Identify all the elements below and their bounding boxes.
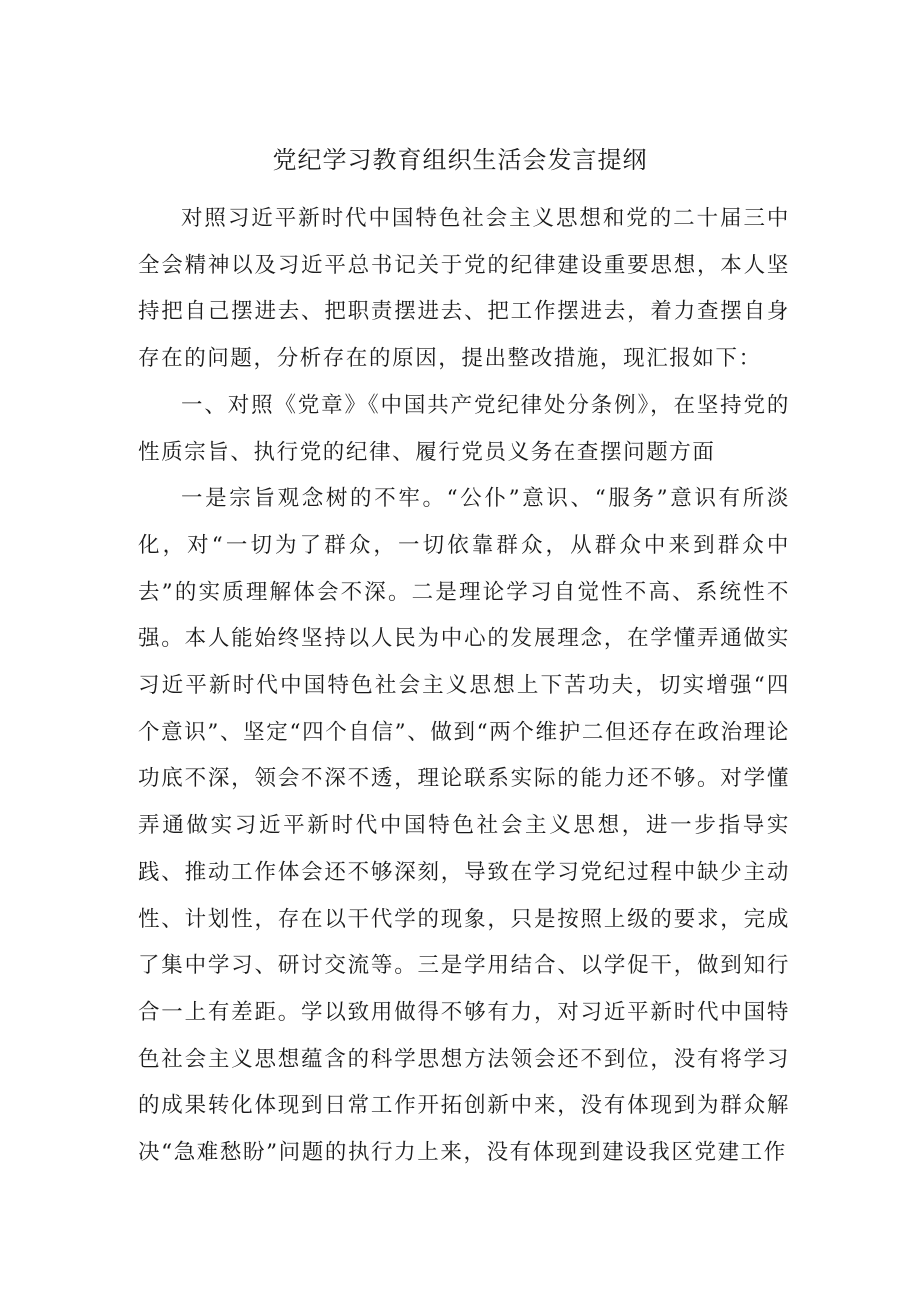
document-title: 党纪学习教育组织生活会发言提纲 [272, 146, 648, 174]
intro-paragraph: 对照习近平新时代中国特色社会主义思想和党的二十届三中全会精神以及习近平总书记关于党的纪律建设重要思想，本人坚持把自己摆进去、把职责摆进去、把工作摆进去，着力查摆自身存在的问题，分析存在的原因，提出整改措施，现汇报如下： [138, 206, 790, 372]
document-body [138, 196, 790, 1177]
section-heading-paragraph: 一、对照《党章》《中国共产党纪律处分条例》，在坚持党的性质宗旨、执行党的纪律、履行党员义务在查摆问题方面 [138, 392, 790, 465]
problem-list-paragraph: 一是宗旨观念树的不牢。“公仆”意识、“服务”意识有所淡化，对“一切为了群众，一切依靠群众，从群众中来到群众中去”的实质理解体会不深。二是理论学习自觉性不高、系统性不强。本人能始终坚持以人民为中心的发展理念，在学懂弄通做实习近平新时代中国特色社会主义思想上下苦功夫，切实增强“四个意识”、坚定“四个自信”、做到“两个维护二但还存在政治理论功底不深，领会不深不透，理论联系实际的能力还不够。对学懂弄通做实习近平新时代中国特色社会主义思想，进一步指导实践、推动工作体会还不够深刻，导致在学习党纪过程中缺少主动性、计划性，存在以干代学的现象，只是按照上级的要求，完成了集中学习、研讨交流等。三是学用结合、以学促干，做到知行合一上有差距。学以致用做得不够有力，对习近平新时代中国特色社会主义思想蕴含的科学思想方法领会还不到位，没有将学习的成果转化体现到日常工作开拓创新中来，没有体现到为群众解决“急难愁盼”问题的执行力上来，没有体现到建设我区党建工作 [138, 486, 790, 1166]
